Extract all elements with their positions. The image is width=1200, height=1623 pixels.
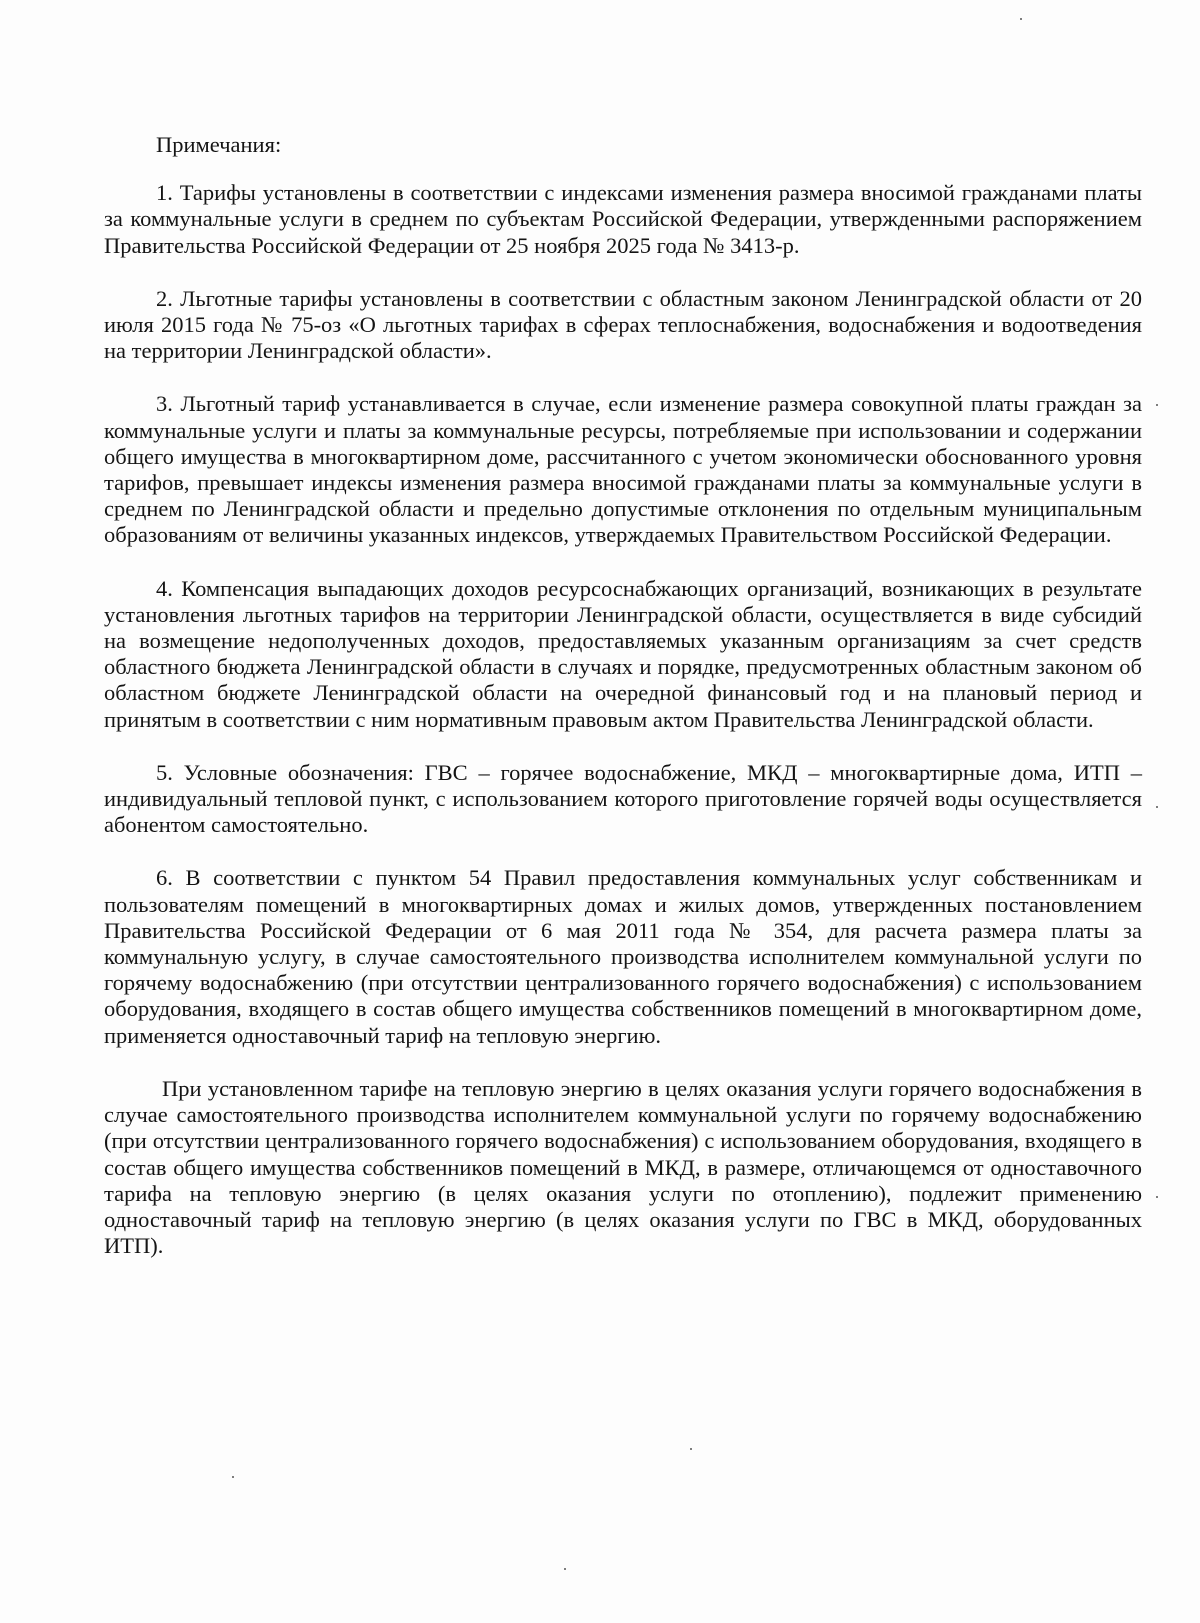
scan-speck: [1156, 404, 1158, 406]
note-5: 5. Условные обозначения: ГВС – горячее водоснабжение, МКД – многоквартирные дома, ИТП – индивидуальный тепловой пункт, с использованием которого приготовление горячей воды осуществляется абонентом самостоятельно.: [104, 759, 1142, 838]
scan-speck: [564, 1568, 566, 1570]
note-2: 2. Льготные тарифы установлены в соответствии с областным законом Ленинградской области от 20 июля 2015 года № 75-оз «О льготных тарифах в сферах теплоснабжения, водоснабжения и водоотведения на территории Ленинградской области».: [104, 285, 1142, 364]
notes-heading: Примечания:: [156, 132, 282, 157]
scan-speck: [690, 1448, 692, 1450]
note-1: 1. Тарифы установлены в соответствии с индексами изменения размера вносимой гражданами платы за коммунальные услуги в среднем по субъектам Российской Федерации, утвержденными распоряжением Правительства Российской Федерации от 25 ноября 2025 года № 3413-р.: [104, 180, 1142, 258]
scan-speck: [1156, 806, 1158, 808]
note-3: 3. Льготный тариф устанавливается в случае, если изменение размера совокупной платы граждан за коммунальные услуги и платы за коммунальные ресурсы, потребляемые при использовании и содержании общего имущества в многоквартирном доме, рассчитанного с учетом экономически обоснованного уровня тарифов, превышает индексы изменения размера вносимой гражданами платы за коммунальные услуги в среднем по Ленинградской области и предельно допустимые отклонения по отдельным муниципальным образованиям от величины указанных индексов, утверждаемых Правительством Российской Федерации.: [104, 391, 1142, 548]
scan-speck: [232, 1476, 234, 1478]
note-4: 4. Компенсация выпадающих доходов ресурсоснабжающих организаций, возникающих в результате установления льготных тарифов на территории Ленинградской области, осуществляется в виде субсидий на возмещение недополученных доходов, предоставляемых указанным организациям за счет средств областного бюджета Ленинградской области в случаях и порядке, предусмотренных областным законом об областном бюджете Ленинградской области на очередной финансовый год и на плановый период и принятым в соответствии с ним нормативным правовым актом Правительства Ленинградской области.: [104, 575, 1142, 732]
scan-speck: [1156, 1196, 1158, 1198]
scan-speck: [1020, 18, 1022, 20]
note-6-continuation: При установленном тарифе на тепловую энергию в целях оказания услуги горячего водоснабжения в случае самостоятельного производства исполнителем коммунальной услуги по горячему водоснабжению (при отсутствии централизованного горячего водоснабжения) с использованием оборудования, входящего в состав общего имущества собственников помещений в МКД, в размере, отличающемся от одноставочного тарифа на тепловую энергию (в целях оказания услуги по отоплению), подлежит применению одноставочный тариф на тепловую энергию (в целях оказания услуги по ГВС в МКД, оборудованных ИТП).: [104, 1075, 1142, 1259]
document-body: [104, 132, 1142, 1286]
note-6: 6. В соответствии с пунктом 54 Правил предоставления коммунальных услуг собственникам и пользователям помещений в многоквартирных домах и жилых домов, утвержденных постановлением Правительства Российской Федерации от 6 мая 2011 года № 354, для расчета размера платы за коммунальную услугу, в случае самостоятельного производства исполнителем коммунальной услуги по горячему водоснабжению (при отсутствии централизованного горячего водоснабжения) с использованием оборудования, входящего в состав общего имущества собственников помещений в многоквартирном доме, применяется одноставочный тариф на тепловую энергию.: [104, 865, 1142, 1048]
